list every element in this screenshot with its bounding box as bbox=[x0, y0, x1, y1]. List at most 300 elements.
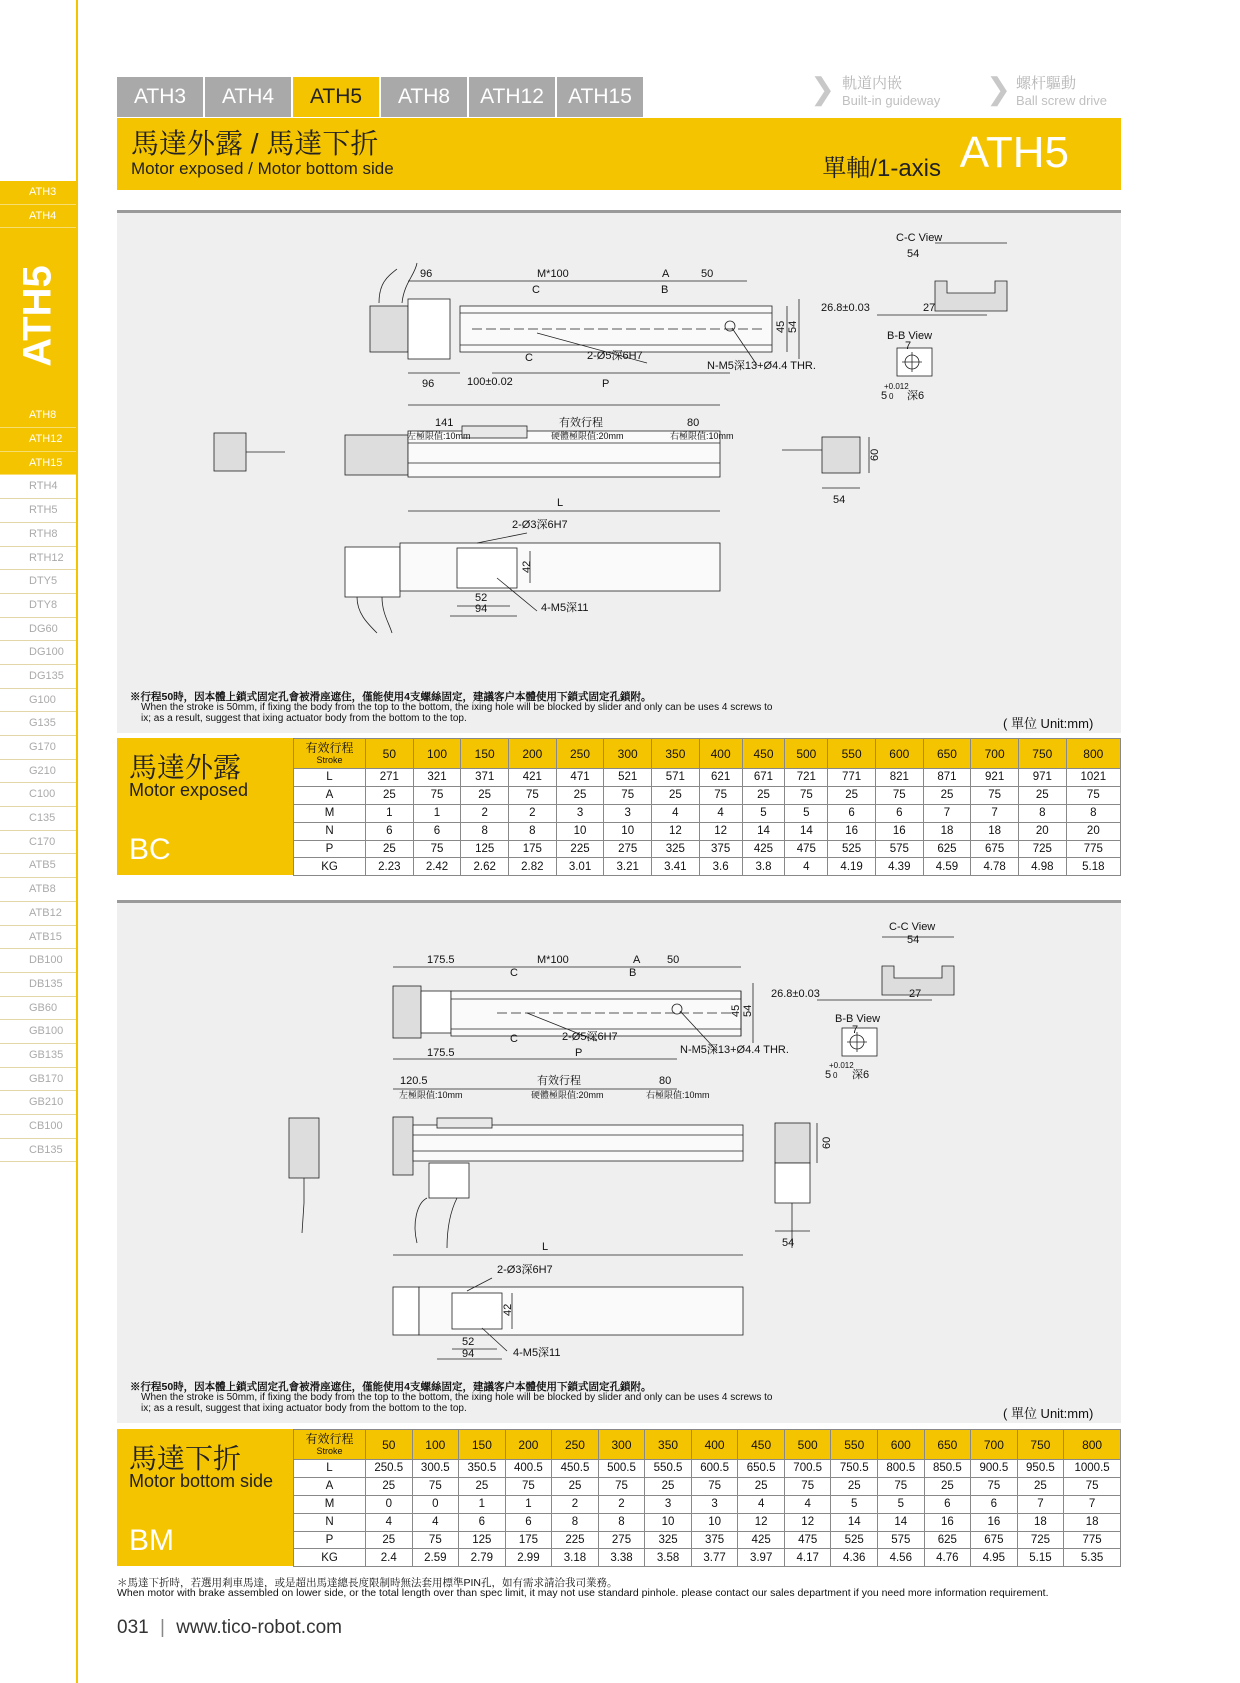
svg-text:N-M5深13+Ø4.4 THR.: N-M5深13+Ø4.4 THR. bbox=[680, 1044, 789, 1056]
table-row bbox=[294, 769, 1121, 787]
sidebar-item-ath15[interactable]: ATH15 bbox=[0, 452, 76, 476]
table-row bbox=[294, 1477, 1121, 1495]
svg-text:0: 0 bbox=[833, 1071, 838, 1080]
svg-text:27: 27 bbox=[909, 988, 922, 1000]
table-cell: 75 bbox=[971, 786, 1019, 804]
table-cell: 3.8 bbox=[742, 858, 785, 876]
svg-text:7: 7 bbox=[905, 340, 912, 352]
table-cell: 725 bbox=[1017, 1531, 1064, 1549]
svg-text:54: 54 bbox=[833, 494, 846, 506]
sidebar-item-c135[interactable]: C135 bbox=[0, 807, 76, 831]
stroke-column-header: 50 bbox=[366, 1430, 413, 1460]
sidebar-item-cb100[interactable]: CB100 bbox=[0, 1115, 76, 1139]
table-cell: 5.15 bbox=[1017, 1549, 1064, 1567]
feature-badges bbox=[810, 70, 1130, 110]
stroke-note-cn: ※行程50時，因本體上鎖式固定孔會被滑座遮住，僅能使用4支螺絲固定，建議客户本體使用下鎖式固定孔鎖附。 bbox=[130, 1381, 652, 1393]
table-cell: 2.4 bbox=[366, 1549, 413, 1567]
table-cell: 371 bbox=[461, 769, 509, 787]
table-cell: 75 bbox=[691, 1477, 738, 1495]
table-cell: 2 bbox=[461, 804, 509, 822]
svg-text:54: 54 bbox=[787, 320, 799, 333]
table-cell: 6 bbox=[924, 1495, 971, 1513]
dimension-drawing-bm bbox=[117, 903, 1121, 1423]
table-label-bm: 馬達下折 Motor bottom side BM bbox=[117, 1429, 293, 1566]
table-cell: 4.76 bbox=[924, 1549, 971, 1567]
row-label: KG bbox=[294, 1549, 366, 1567]
table-cell: 225 bbox=[556, 840, 604, 858]
stroke-column-header: 800 bbox=[1066, 739, 1120, 769]
svg-text:N-M5深13+Ø4.4 THR.: N-M5深13+Ø4.4 THR. bbox=[707, 360, 816, 372]
sidebar-item-gb135[interactable]: GB135 bbox=[0, 1044, 76, 1068]
table-cell: 25 bbox=[366, 1477, 413, 1495]
sidebar-item-gb210[interactable]: GB210 bbox=[0, 1091, 76, 1115]
table-row bbox=[294, 1460, 1121, 1478]
tab-ath5[interactable]: ATH5 bbox=[293, 77, 379, 117]
footnote-cn: ＊馬達下折時，若選用剎車馬達，或是超出馬達總長度限制時無法套用標準PIN孔，如有需求請洽我司業務。 bbox=[117, 1577, 618, 1589]
table-cell: 25 bbox=[924, 1477, 971, 1495]
table-row bbox=[294, 786, 1121, 804]
table-row bbox=[294, 822, 1121, 840]
table-cell: 3.41 bbox=[652, 858, 700, 876]
sidebar-item-dty5[interactable]: DTY5 bbox=[0, 570, 76, 594]
stroke-column-header: 700 bbox=[971, 1430, 1018, 1460]
chevron-right-icon: ❯ bbox=[810, 73, 836, 106]
table-cell: 8 bbox=[1018, 804, 1066, 822]
svg-text:96: 96 bbox=[420, 268, 433, 280]
sidebar-item-ath4[interactable]: ATH4 bbox=[0, 205, 76, 229]
stroke-column-header: 300 bbox=[598, 1430, 645, 1460]
chevron-right-icon: ❯ bbox=[986, 73, 1012, 106]
table-cell: 800.5 bbox=[878, 1460, 925, 1478]
svg-text:B: B bbox=[629, 967, 637, 979]
spec-table-bc bbox=[117, 738, 1121, 875]
feature-guideway-cn: 軌道内嵌 bbox=[842, 75, 903, 92]
table-cell: 3 bbox=[556, 804, 604, 822]
svg-text:C: C bbox=[532, 284, 540, 296]
tab-ath4[interactable]: ATH4 bbox=[205, 77, 291, 117]
svg-text:54: 54 bbox=[782, 1237, 795, 1249]
svg-text:50: 50 bbox=[701, 268, 714, 280]
table-cell: 721 bbox=[785, 769, 828, 787]
row-label: KG bbox=[294, 858, 366, 876]
footnote-en: When motor with brake assembled on lower side, or the total length over than spec limit, it may not use standard pinhole. please contact our sales department if you need more information requirement. bbox=[117, 1587, 1049, 1599]
stroke-column-header: 550 bbox=[831, 1430, 878, 1460]
table-cell: 16 bbox=[971, 1513, 1018, 1531]
svg-text:有效行程: 有效行程 bbox=[559, 417, 603, 429]
table-cell: 25 bbox=[923, 786, 971, 804]
stroke-column-header: 100 bbox=[413, 739, 461, 769]
svg-text:M*100: M*100 bbox=[537, 954, 569, 966]
table-cell: 775 bbox=[1066, 840, 1120, 858]
svg-text:60: 60 bbox=[869, 448, 881, 461]
table-cell: 2 bbox=[509, 804, 557, 822]
svg-text:C-C View: C-C View bbox=[889, 921, 936, 933]
sidebar-item-c170[interactable]: C170 bbox=[0, 831, 76, 855]
table-cell: 10 bbox=[556, 822, 604, 840]
sidebar-item-g100[interactable]: G100 bbox=[0, 689, 76, 713]
table-cell: 18 bbox=[971, 822, 1019, 840]
table-cell: 75 bbox=[878, 1477, 925, 1495]
section-header bbox=[117, 118, 1121, 190]
sidebar-item-gb170[interactable]: GB170 bbox=[0, 1068, 76, 1092]
table-cell: 3.6 bbox=[699, 858, 742, 876]
table-cell: 6 bbox=[505, 1513, 552, 1531]
table-cell: 3 bbox=[645, 1495, 692, 1513]
table-cell: 5 bbox=[785, 804, 828, 822]
svg-text:A: A bbox=[633, 954, 641, 966]
svg-text:B-B View: B-B View bbox=[835, 1013, 881, 1025]
sidebar-item-rth8[interactable]: RTH8 bbox=[0, 523, 76, 547]
table-cell: 3.21 bbox=[604, 858, 652, 876]
stroke-column-header: 400 bbox=[699, 739, 742, 769]
svg-text:175.5: 175.5 bbox=[427, 954, 455, 966]
sidebar-item-g170[interactable]: G170 bbox=[0, 736, 76, 760]
model-tabs bbox=[117, 77, 645, 117]
table-cell: 3.18 bbox=[552, 1549, 599, 1567]
table-cell: 1021 bbox=[1066, 769, 1120, 787]
table-cell: 7 bbox=[923, 804, 971, 822]
svg-text:45: 45 bbox=[775, 320, 787, 333]
stroke-column-header: 650 bbox=[924, 1430, 971, 1460]
unit-label: ( 單位 Unit:mm) bbox=[1003, 1406, 1094, 1421]
svg-text:60: 60 bbox=[821, 1136, 833, 1149]
table-cell: 1000.5 bbox=[1064, 1460, 1121, 1478]
sidebar-item-c100[interactable]: C100 bbox=[0, 783, 76, 807]
svg-text:2-Ø5深6H7: 2-Ø5深6H7 bbox=[562, 1031, 618, 1043]
stroke-column-header: 200 bbox=[505, 1430, 552, 1460]
table-cell: 450.5 bbox=[552, 1460, 599, 1478]
svg-text:7: 7 bbox=[852, 1024, 859, 1036]
unit-label: ( 單位 Unit:mm) bbox=[1003, 716, 1094, 731]
table-cell: 4.98 bbox=[1018, 858, 1066, 876]
stroke-note-en: When the stroke is 50mm, if fixing the body from the top to the bottom, the ixing hole will be blocked by slider and only can be uses 4 screws to ix; as a result, suggest that ixing actuator body from the bottom to the top. bbox=[141, 702, 773, 724]
table-row bbox=[294, 1513, 1121, 1531]
table-cell: 0 bbox=[366, 1495, 413, 1513]
svg-text:96: 96 bbox=[422, 378, 435, 390]
table-cell: 275 bbox=[598, 1531, 645, 1549]
table-cell: 325 bbox=[652, 840, 700, 858]
table-cell: 3.97 bbox=[738, 1549, 785, 1567]
table-cell: 75 bbox=[1066, 786, 1120, 804]
stroke-column-header: 150 bbox=[459, 1430, 506, 1460]
table-cell: 25 bbox=[552, 1477, 599, 1495]
svg-text:50: 50 bbox=[667, 954, 680, 966]
svg-text:深6: 深6 bbox=[852, 1069, 870, 1081]
table-cell: 8 bbox=[1066, 804, 1120, 822]
table-cell: 400.5 bbox=[505, 1460, 552, 1478]
sidebar-item-ath12[interactable]: ATH12 bbox=[0, 428, 76, 452]
table-label-bc: 馬達外露 Motor exposed BC bbox=[117, 738, 293, 875]
table-cell: 6 bbox=[875, 804, 923, 822]
stroke-column-header: 100 bbox=[412, 1430, 459, 1460]
table-cell: 25 bbox=[828, 786, 876, 804]
sidebar-item-g135[interactable]: G135 bbox=[0, 712, 76, 736]
table-cell: 10 bbox=[691, 1513, 738, 1531]
stroke-column-header: 450 bbox=[738, 1430, 785, 1460]
table-cell: 12 bbox=[699, 822, 742, 840]
svg-text:80: 80 bbox=[687, 417, 700, 429]
svg-text:54: 54 bbox=[742, 1004, 754, 1017]
tab-ath15[interactable]: ATH15 bbox=[557, 77, 643, 117]
svg-text:52: 52 bbox=[462, 1336, 475, 1348]
table-cell: 5 bbox=[878, 1495, 925, 1513]
row-label: A bbox=[294, 1477, 366, 1495]
table-cell: 675 bbox=[971, 840, 1019, 858]
table-cell: 3 bbox=[604, 804, 652, 822]
row-label: L bbox=[294, 769, 366, 787]
sidebar-item-dg135[interactable]: DG135 bbox=[0, 665, 76, 689]
table-cell: 25 bbox=[645, 1477, 692, 1495]
table-cell: 350.5 bbox=[459, 1460, 506, 1478]
row-label: P bbox=[294, 840, 366, 858]
table-cell: 2.79 bbox=[459, 1549, 506, 1567]
table-cell: 125 bbox=[461, 840, 509, 858]
table-cell: 8 bbox=[552, 1513, 599, 1531]
table-cell: 12 bbox=[738, 1513, 785, 1531]
stroke-column-header: 650 bbox=[923, 739, 971, 769]
table-cell: 75 bbox=[699, 786, 742, 804]
table-cell: 20 bbox=[1018, 822, 1066, 840]
tab-ath3[interactable]: ATH3 bbox=[117, 77, 203, 117]
table-cell: 1 bbox=[459, 1495, 506, 1513]
svg-text:42: 42 bbox=[502, 1303, 514, 1316]
svg-text:左極限值:10mm: 左極限值:10mm bbox=[407, 431, 471, 441]
sidebar-item-atb5[interactable]: ATB5 bbox=[0, 854, 76, 878]
sidebar-item-atb12[interactable]: ATB12 bbox=[0, 902, 76, 926]
svg-text:有效行程: 有效行程 bbox=[537, 1075, 581, 1087]
table-cell: 25 bbox=[738, 1477, 785, 1495]
table-cell: 950.5 bbox=[1017, 1460, 1064, 1478]
svg-text:硬體極限值:20mm: 硬體極限值:20mm bbox=[551, 431, 624, 441]
svg-text:100±0.02: 100±0.02 bbox=[467, 376, 513, 388]
svg-text:120.5: 120.5 bbox=[400, 1075, 428, 1087]
svg-text:+0.012: +0.012 bbox=[884, 382, 909, 391]
table-cell: 2 bbox=[598, 1495, 645, 1513]
table-cell: 675 bbox=[971, 1531, 1018, 1549]
table-cell: 25 bbox=[1017, 1477, 1064, 1495]
table-cell: 8 bbox=[598, 1513, 645, 1531]
sidebar-item-rth5[interactable]: RTH5 bbox=[0, 499, 76, 523]
table-cell: 600.5 bbox=[691, 1460, 738, 1478]
stroke-column-header: 600 bbox=[878, 1430, 925, 1460]
table-cell: 425 bbox=[742, 840, 785, 858]
svg-text:P: P bbox=[575, 1047, 583, 1059]
sidebar-item-db100[interactable]: DB100 bbox=[0, 949, 76, 973]
row-label: N bbox=[294, 822, 366, 840]
sidebar-item-atb8[interactable]: ATB8 bbox=[0, 878, 76, 902]
stroke-column-header: 150 bbox=[461, 739, 509, 769]
stroke-column-header: 750 bbox=[1017, 1430, 1064, 1460]
svg-text:2-Ø5深6H7: 2-Ø5深6H7 bbox=[587, 350, 643, 362]
tab-ath8[interactable]: ATH8 bbox=[381, 77, 467, 117]
table-cell: 75 bbox=[875, 786, 923, 804]
stroke-column-header: 350 bbox=[652, 739, 700, 769]
drawing-panel-bm bbox=[117, 900, 1121, 1423]
svg-text:深6: 深6 bbox=[907, 390, 925, 402]
svg-text:右極限值:10mm: 右極限值:10mm bbox=[646, 1090, 710, 1100]
table-cell: 75 bbox=[413, 840, 461, 858]
page-number: 031 bbox=[117, 1617, 149, 1638]
table-row bbox=[294, 840, 1121, 858]
table-cell: 4.59 bbox=[923, 858, 971, 876]
sidebar-item-rth12[interactable]: RTH12 bbox=[0, 547, 76, 571]
table-cell: 7 bbox=[971, 804, 1019, 822]
table-row bbox=[294, 858, 1121, 876]
table-cell: 75 bbox=[413, 786, 461, 804]
table-cell: 25 bbox=[1018, 786, 1066, 804]
table-cell: 75 bbox=[598, 1477, 645, 1495]
table-cell: 275 bbox=[604, 840, 652, 858]
stroke-column-header: 750 bbox=[1018, 739, 1066, 769]
svg-text:C: C bbox=[510, 1033, 518, 1045]
table-cell: 25 bbox=[366, 840, 414, 858]
row-label: M bbox=[294, 1495, 366, 1513]
table-cell: 4.19 bbox=[828, 858, 876, 876]
table-cell: 4 bbox=[366, 1513, 413, 1531]
stroke-column-header: 500 bbox=[784, 1430, 831, 1460]
table-cell: 775 bbox=[1064, 1531, 1121, 1549]
svg-text:54: 54 bbox=[907, 248, 920, 260]
svg-text:硬體極限值:20mm: 硬體極限值:20mm bbox=[531, 1090, 604, 1100]
table-cell: 2.99 bbox=[505, 1549, 552, 1567]
table-cell: 300.5 bbox=[412, 1460, 459, 1478]
svg-text:54: 54 bbox=[907, 934, 920, 946]
table-cell: 3.01 bbox=[556, 858, 604, 876]
sidebar-item-ath8[interactable]: ATH8 bbox=[0, 404, 76, 428]
svg-text:26.8±0.03: 26.8±0.03 bbox=[771, 988, 820, 1000]
table-cell: 25 bbox=[459, 1477, 506, 1495]
sidebar-item-dg100[interactable]: DG100 bbox=[0, 641, 76, 665]
svg-text:右極限值:10mm: 右極限值:10mm bbox=[670, 431, 734, 441]
table-cell: 10 bbox=[604, 822, 652, 840]
sidebar-item-dg60[interactable]: DG60 bbox=[0, 618, 76, 642]
table-cell: 575 bbox=[878, 1531, 925, 1549]
sidebar-item-g210[interactable]: G210 bbox=[0, 760, 76, 784]
tab-ath12[interactable]: ATH12 bbox=[469, 77, 555, 117]
table-cell: 5 bbox=[831, 1495, 878, 1513]
sidebar-item-gb60[interactable]: GB60 bbox=[0, 997, 76, 1021]
table-cell: 571 bbox=[652, 769, 700, 787]
svg-text:94: 94 bbox=[462, 1348, 475, 1360]
svg-text:P: P bbox=[602, 378, 610, 390]
table-cell: 621 bbox=[699, 769, 742, 787]
svg-text:0: 0 bbox=[889, 392, 894, 401]
sidebar-item-dty8[interactable]: DTY8 bbox=[0, 594, 76, 618]
svg-text:A: A bbox=[662, 268, 670, 280]
svg-text:141: 141 bbox=[435, 417, 454, 429]
svg-text:2-Ø3深6H7: 2-Ø3深6H7 bbox=[497, 1264, 553, 1276]
dimension-drawing-bc bbox=[117, 213, 1121, 733]
table-cell: 475 bbox=[784, 1531, 831, 1549]
table-cell: 650.5 bbox=[738, 1460, 785, 1478]
table-cell: 75 bbox=[412, 1477, 459, 1495]
table-cell: 6 bbox=[459, 1513, 506, 1531]
row-label: L bbox=[294, 1460, 366, 1478]
sidebar-item-atb15[interactable]: ATB15 bbox=[0, 926, 76, 950]
sidebar-item-db135[interactable]: DB135 bbox=[0, 973, 76, 997]
svg-text:C: C bbox=[510, 967, 518, 979]
stroke-table-bm bbox=[293, 1429, 1121, 1567]
table-cell: 7 bbox=[1017, 1495, 1064, 1513]
feature-guideway-en: Built-in guideway bbox=[842, 93, 941, 108]
sidebar-item-gb100[interactable]: GB100 bbox=[0, 1020, 76, 1044]
table-cell: 14 bbox=[878, 1513, 925, 1531]
table-row bbox=[294, 1495, 1121, 1513]
table-cell: 575 bbox=[875, 840, 923, 858]
table-cell: 175 bbox=[509, 840, 557, 858]
table-cell: 421 bbox=[509, 769, 557, 787]
table-cell: 25 bbox=[556, 786, 604, 804]
table-row bbox=[294, 1549, 1121, 1567]
table-cell: 2.82 bbox=[509, 858, 557, 876]
sidebar-item-ath3[interactable]: ATH3 bbox=[0, 181, 76, 205]
table-cell: 375 bbox=[699, 840, 742, 858]
stroke-header: 有效行程 Stroke bbox=[294, 739, 366, 769]
table-cell: 75 bbox=[509, 786, 557, 804]
table-cell: 871 bbox=[923, 769, 971, 787]
website-link[interactable]: www.tico-robot.com bbox=[176, 1617, 342, 1638]
table-cell: 20 bbox=[1066, 822, 1120, 840]
row-label: A bbox=[294, 786, 366, 804]
svg-text:45: 45 bbox=[730, 1004, 742, 1017]
page-footer: 031 | www.tico-robot.com bbox=[117, 1617, 342, 1638]
table-row bbox=[294, 1531, 1121, 1549]
table-cell: 375 bbox=[691, 1531, 738, 1549]
table-cell: 4 bbox=[699, 804, 742, 822]
table-cell: 4 bbox=[738, 1495, 785, 1513]
sidebar-item-rth4[interactable]: RTH4 bbox=[0, 475, 76, 499]
table-cell: 75 bbox=[412, 1531, 459, 1549]
table-cell: 4 bbox=[412, 1513, 459, 1531]
sidebar-item-cb135[interactable]: CB135 bbox=[0, 1139, 76, 1163]
table-cell: 25 bbox=[461, 786, 509, 804]
table-cell: 75 bbox=[505, 1477, 552, 1495]
table-cell: 14 bbox=[831, 1513, 878, 1531]
svg-text:M*100: M*100 bbox=[537, 268, 569, 280]
table-cell: 75 bbox=[1064, 1477, 1121, 1495]
stroke-column-header: 550 bbox=[828, 739, 876, 769]
stroke-column-header: 800 bbox=[1064, 1430, 1121, 1460]
table-cell: 2.23 bbox=[366, 858, 414, 876]
stroke-column-header: 50 bbox=[366, 739, 414, 769]
table-cell: 850.5 bbox=[924, 1460, 971, 1478]
feature-ballscrew-en: Ball screw drive bbox=[1016, 93, 1108, 108]
svg-text:L: L bbox=[542, 1241, 549, 1253]
svg-text:B: B bbox=[661, 284, 669, 296]
table-cell: 6 bbox=[413, 822, 461, 840]
feature-ballscrew-cn: 螺杆驅動 bbox=[1016, 75, 1077, 92]
table-cell: 5.35 bbox=[1064, 1549, 1121, 1567]
table-cell: 550.5 bbox=[645, 1460, 692, 1478]
drawing-panel-bc bbox=[117, 210, 1121, 733]
table-cell: 75 bbox=[971, 1477, 1018, 1495]
table-cell: 1 bbox=[505, 1495, 552, 1513]
table-cell: 700.5 bbox=[784, 1460, 831, 1478]
table-cell: 4 bbox=[652, 804, 700, 822]
table-cell: 1 bbox=[413, 804, 461, 822]
table-cell: 225 bbox=[552, 1531, 599, 1549]
table-cell: 4.56 bbox=[878, 1549, 925, 1567]
table-cell: 4 bbox=[784, 1495, 831, 1513]
stroke-note-en: When the stroke is 50mm, if fixing the body from the top to the bottom, the ixing hole will be blocked by slider and only can be uses 4 screws to ix; as a result, suggest that ixing actuator body from the bottom to the top. bbox=[141, 1392, 773, 1414]
table-cell: 18 bbox=[1064, 1513, 1121, 1531]
table-cell: 75 bbox=[785, 786, 828, 804]
table-cell: 14 bbox=[785, 822, 828, 840]
table-cell: 2.42 bbox=[413, 858, 461, 876]
table-cell: 8 bbox=[461, 822, 509, 840]
stroke-column-header: 200 bbox=[509, 739, 557, 769]
svg-text:2-Ø3深6H7: 2-Ø3深6H7 bbox=[512, 519, 568, 531]
